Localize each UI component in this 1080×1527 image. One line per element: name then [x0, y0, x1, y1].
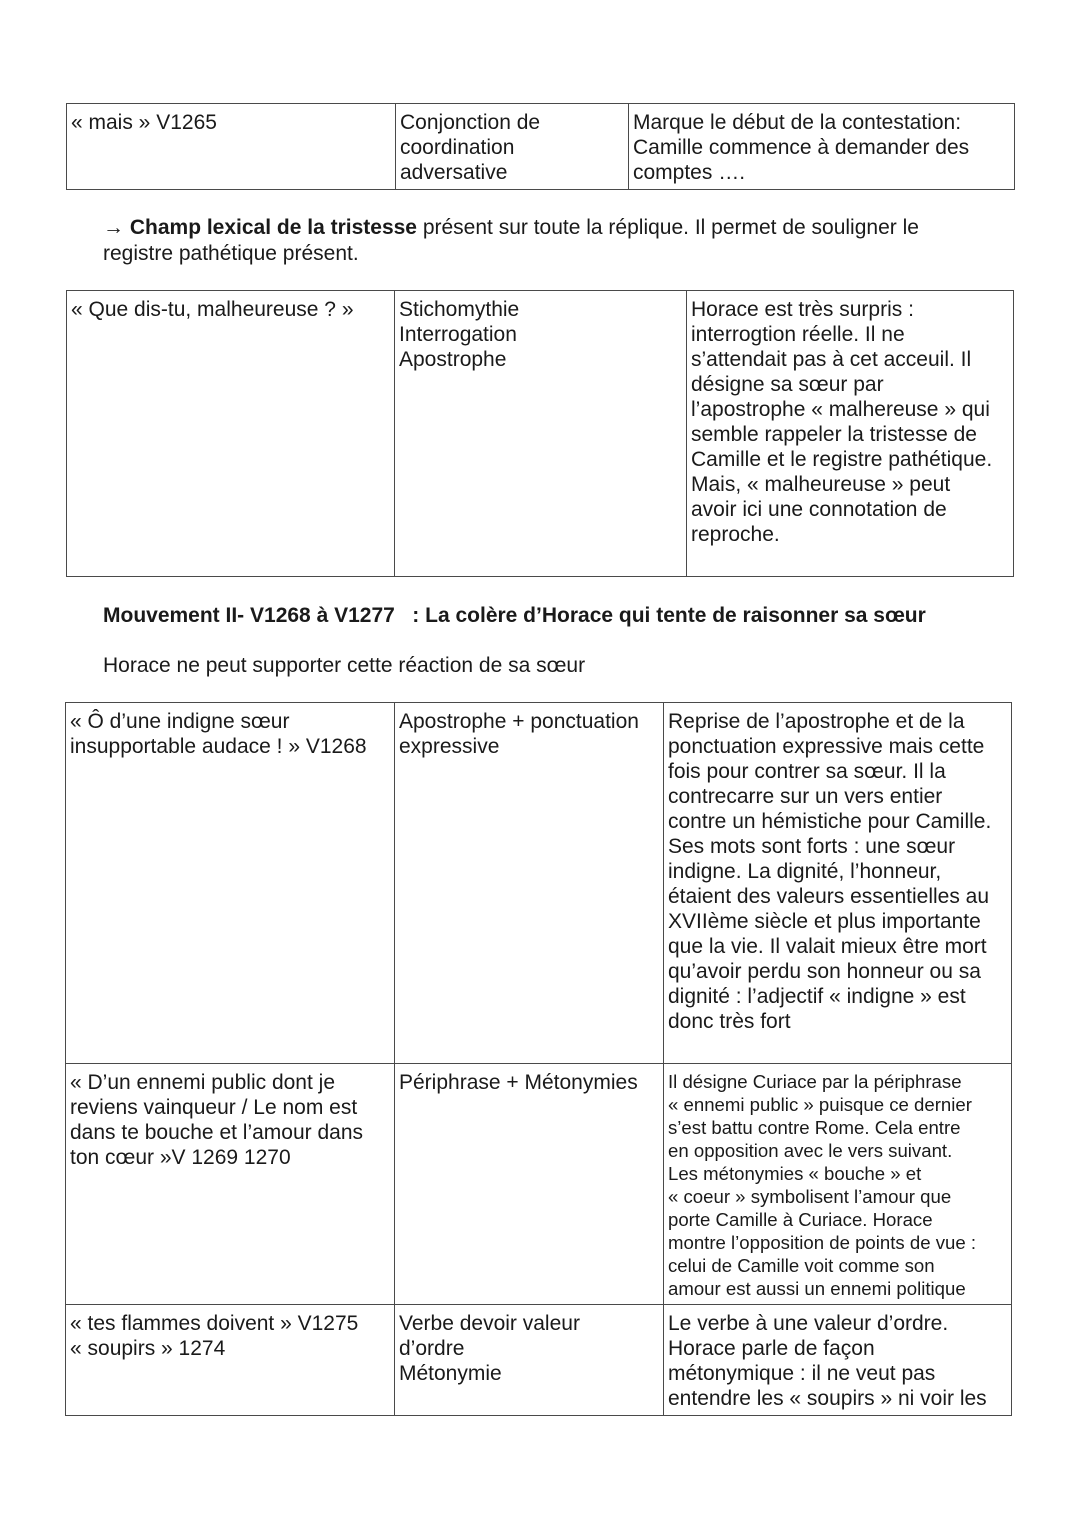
note-text-line2: registre pathétique présent.	[103, 242, 359, 265]
note-bold-term: Champ lexical de la tristesse	[129, 216, 417, 239]
analysis-cell	[664, 1305, 1012, 1416]
section-intro-text: Horace ne peut supporter cette réaction de sa sœur	[103, 654, 586, 677]
cell-text-line: Horace parle de façon	[668, 1337, 875, 1360]
cell-text-line: Apostrophe + ponctuation	[399, 710, 639, 733]
cell-text-line: comptes ….	[633, 161, 746, 184]
section-heading	[103, 603, 926, 629]
cell-text-line: Camille et le registre pathétique.	[691, 448, 993, 471]
cell-text-line: Mais, « malheureuse » peut	[691, 473, 951, 496]
cell-text-line: étaient des valeurs essentielles au	[668, 885, 990, 908]
quote-cell	[66, 1064, 395, 1305]
cell-text-line: porte Camille à Curiace. Horace	[668, 1209, 933, 1230]
quote-cell	[66, 1305, 395, 1416]
cell-text-line: désigne sa sœur par	[691, 373, 884, 396]
arrow-glyph: →	[103, 216, 124, 239]
cell-text-line: « Que dis-tu, malheureuse ? »	[71, 298, 354, 321]
cell-text-line: fois pour contrer sa sœur. Il la	[668, 760, 946, 783]
table-row	[67, 291, 1014, 577]
cell-text-line: dans te bouche et l’amour dans	[70, 1121, 364, 1144]
cell-text-line: contre un hémistiche pour Camille.	[668, 810, 992, 833]
cell-text-line: s’attendait pas à cet acceuil. Il	[691, 348, 972, 371]
cell-text-line: Métonymie	[399, 1362, 502, 1385]
cell-text-line: insupportable audace ! » V1268	[70, 735, 367, 758]
cell-text-line: Horace est très surpris :	[691, 298, 914, 321]
cell-text-line: l’apostrophe « malhereuse » qui	[691, 398, 990, 421]
cell-text-line: « D’un ennemi public dont je	[70, 1071, 336, 1094]
cell-text-line: « mais » V1265	[71, 111, 217, 134]
cell-text-line: Marque le début de la contestation:	[633, 111, 962, 134]
cell-text-line: ton cœur »V 1269 1270	[70, 1146, 291, 1169]
cell-text-line: « tes flammes doivent » V1275	[70, 1312, 359, 1335]
cell-text-line: amour est aussi un ennemi politique	[668, 1278, 966, 1299]
cell-text-line: Le verbe à une valeur d’ordre.	[668, 1312, 949, 1335]
table-row	[66, 703, 1012, 1064]
cell-text-line: « Ô d’une indigne sœur	[70, 710, 290, 733]
analysis-cell	[629, 104, 1015, 190]
analysis-cell	[664, 703, 1012, 1064]
cell-text-line: donc très fort	[668, 1010, 791, 1033]
cell-text-line: en opposition avec le vers suivant.	[668, 1140, 953, 1161]
cell-text-line: « coeur » symbolisent l’amour que	[668, 1186, 952, 1207]
cell-text-line: d’ordre	[399, 1337, 465, 1360]
cell-text-line: Apostrophe	[399, 348, 507, 371]
cell-text-line: que la vie. Il valait mieux être mort	[668, 935, 987, 958]
cell-text-line: Stichomythie	[399, 298, 520, 321]
cell-text-line: « ennemi public » puisque ce dernier	[668, 1094, 972, 1115]
cell-text-line: Interrogation	[399, 323, 517, 346]
cell-text-line: XVIIème siècle et plus importante	[668, 910, 981, 933]
cell-text-line: adversative	[400, 161, 508, 184]
section-heading-text: Mouvement II- V1268 à V1277 : La colère d’Horace qui tente de raisonner sa sœur	[103, 604, 926, 627]
analysis-cell	[687, 291, 1014, 577]
cell-text-line: expressive	[399, 735, 500, 758]
cell-text-line: celui de Camille voit comme son	[668, 1255, 935, 1276]
quote-cell	[66, 703, 395, 1064]
cell-text-line: dignité : l’adjectif « indigne » est	[668, 985, 966, 1008]
section-intro	[103, 653, 585, 679]
cell-text-line: Verbe devoir valeur	[399, 1312, 580, 1335]
cell-text-line: ponctuation expressive mais cette	[668, 735, 985, 758]
figure-cell	[395, 291, 687, 577]
cell-text-line: entendre les « soupirs » ni voir les	[668, 1387, 987, 1410]
analysis-table-2	[66, 290, 1014, 577]
cell-text-line: Camille commence à demander des	[633, 136, 970, 159]
quote-cell	[67, 104, 396, 190]
cell-text-line: métonymique : il ne veut pas	[668, 1362, 936, 1385]
table-row	[66, 1305, 1012, 1416]
cell-text-line: s’est battu contre Rome. Cela entre	[668, 1117, 961, 1138]
analysis-table-1	[66, 103, 1015, 190]
cell-text-line: semble rappeler la tristesse de	[691, 423, 977, 446]
quote-cell	[67, 291, 395, 577]
figure-cell	[395, 1064, 664, 1305]
cell-text-line: Ses mots sont forts : une sœur	[668, 835, 956, 858]
cell-text-line: Les métonymies « bouche » et	[668, 1163, 922, 1184]
cell-text-line: Il désigne Curiace par la périphrase	[668, 1071, 962, 1092]
analysis-cell	[664, 1064, 1012, 1305]
figure-cell	[395, 703, 664, 1064]
cell-text-line: Conjonction de	[400, 111, 541, 134]
figure-cell	[396, 104, 629, 190]
cell-text-line: reviens vainqueur / Le nom est	[70, 1096, 358, 1119]
table-row	[66, 1064, 1012, 1305]
table-row	[67, 104, 1015, 190]
cell-text-line: contrecarre sur un vers entier	[668, 785, 943, 808]
cell-text-line: interrogtion réelle. Il ne	[691, 323, 905, 346]
cell-text-line: avoir ici une connotation de	[691, 498, 947, 521]
note-text: présent sur toute la réplique. Il permet de souligner le	[416, 216, 919, 239]
cell-text-line: coordination	[400, 136, 515, 159]
analysis-table-3	[65, 702, 1012, 1416]
cell-text-line: « soupirs » 1274	[70, 1337, 226, 1360]
cell-text-line: qu’avoir perdu son honneur ou sa	[668, 960, 981, 983]
cell-text-line: indigne. La dignité, l’honneur,	[668, 860, 942, 883]
cell-text-line: Périphrase + Métonymies	[399, 1071, 638, 1094]
figure-cell	[395, 1305, 664, 1416]
cell-text-line: montre l’opposition de points de vue :	[668, 1232, 977, 1253]
lexical-field-note	[103, 215, 919, 267]
cell-text-line: reproche.	[691, 523, 780, 546]
cell-text-line: Reprise de l’apostrophe et de la	[668, 710, 965, 733]
